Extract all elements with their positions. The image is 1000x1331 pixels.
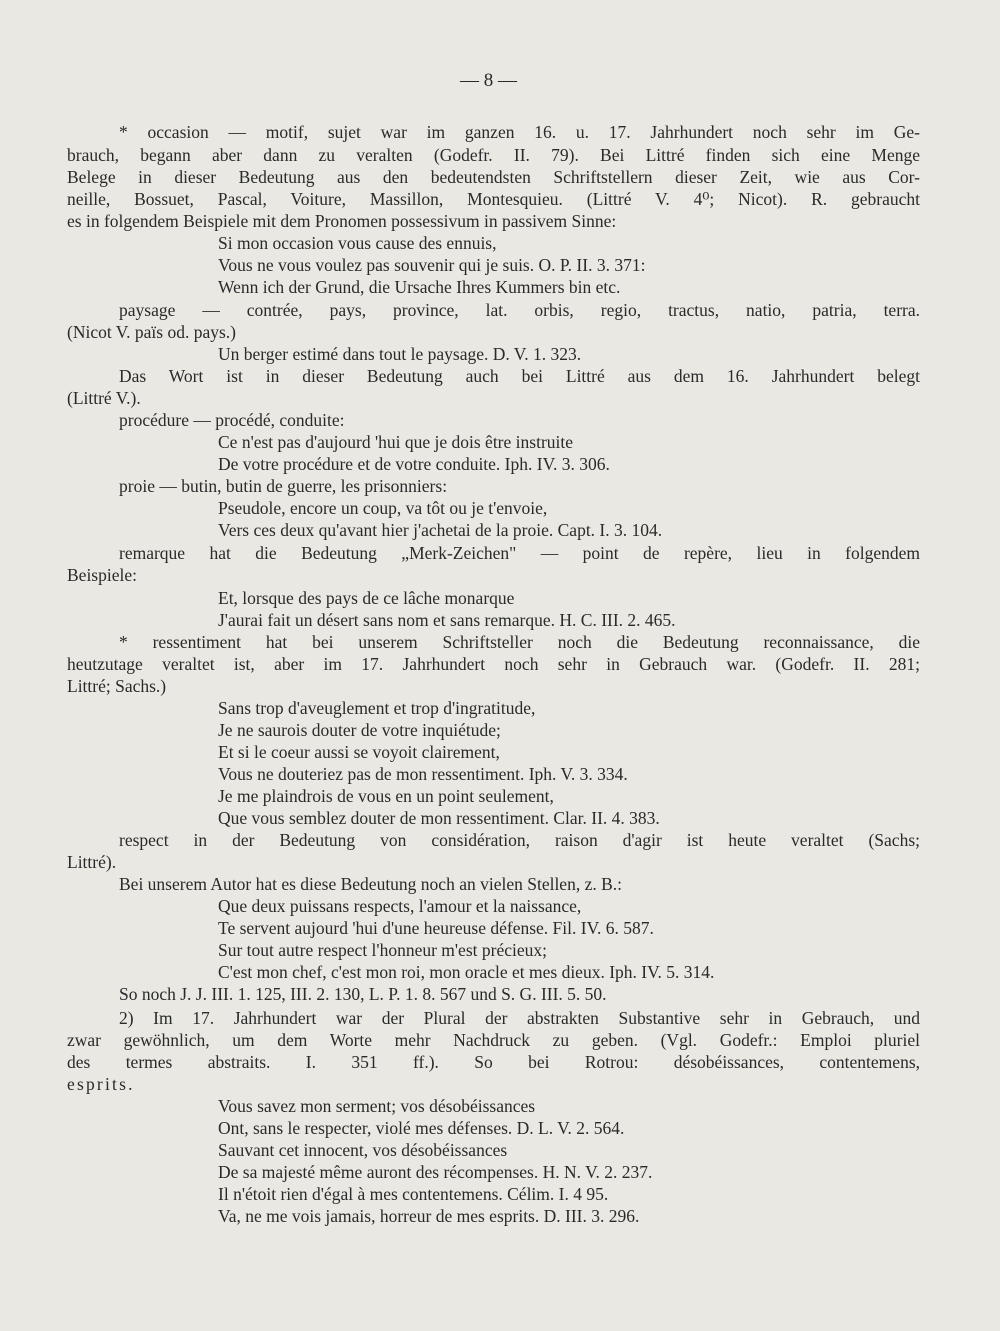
entry-respect-line: So noch J. J. III. 1. 125, III. 2. 130, L. P. 1. 8. 567 und S. G. III. 5. 50. [119, 984, 607, 1004]
quotation-verse: Je ne saurois douter de votre inquiétude; [218, 720, 501, 740]
quotation-verse: De votre procédure et de votre conduite. Iph. IV. 3. 306. [218, 454, 610, 474]
quotation-verse: Que vous semblez douter de mon ressentiment. Clar. II. 4. 383. [218, 808, 660, 828]
quotation-verse: Sauvant cet innocent, vos désobéissances [218, 1140, 508, 1160]
entry-procedure-line: procédure — procédé, conduite: [119, 410, 345, 430]
entry-ressentiment-line: * ressentiment hat bei unserem Schriftsteller noch die Bedeutung reconnaissance, die [119, 632, 920, 652]
paragraph-plural-line: 2) Im 17. Jahrhundert war der Plural der abstrakten Substantive sehr in Gebrauch, und [119, 1008, 920, 1028]
quotation-verse: Un berger estimé dans tout le paysage. D. V. 1. 323. [218, 344, 582, 364]
entry-occasion-line: brauch, begann aber dann zu veralten (Godefr. II. 79). Bei Littré finden sich eine Menge [67, 145, 920, 165]
quotation-verse: Va, ne me vois jamais, horreur de mes esprits. D. III. 3. 296. [218, 1206, 640, 1226]
quotation-verse: Si mon occasion vous cause des ennuis, [218, 233, 497, 253]
quotation-verse: Et, lorsque des pays de ce lâche monarque [218, 588, 515, 608]
entry-paysage-line: Das Wort ist in dieser Bedeutung auch bei Littré aus dem 16. Jahrhundert belegt [119, 366, 920, 386]
quotation-verse: Sans trop d'aveuglement et trop d'ingratitude, [218, 698, 536, 718]
entry-respect-line: Bei unserem Autor hat es diese Bedeutung noch an vielen Stellen, z. B.: [119, 874, 623, 894]
quotation-verse: Vous ne vous voulez pas souvenir qui je suis. O. P. II. 3. 371: [218, 255, 646, 275]
entry-ressentiment-line: Littré; Sachs.) [67, 676, 167, 696]
quotation-verse: Ce n'est pas d'aujourd 'hui que je dois être instruite [218, 432, 574, 452]
entry-occasion-line: Belege in dieser Bedeutung aus den bedeutendsten Schriftstellern dieser Zeit, wie aus Cor- [67, 167, 920, 187]
quotation-verse: Pseudole, encore un coup, va tôt ou je t'envoie, [218, 498, 548, 518]
quotation-verse: Vous savez mon serment; vos désobéissances [218, 1096, 536, 1116]
entry-ressentiment-line: heutzutage veraltet ist, aber im 17. Jahrhundert noch sehr in Gebrauch war. (Godefr. II. 281; [67, 654, 920, 674]
quotation-verse: C'est mon chef, c'est mon roi, mon oracle et mes dieux. Iph. IV. 5. 314. [218, 962, 715, 982]
page-number: — 8 — [460, 70, 517, 91]
paragraph-plural-line: zwar gewöhnlich, um dem Worte mehr Nachdruck zu geben. (Vgl. Godefr.: Emploi pluriel [67, 1030, 920, 1050]
quotation-verse: Vers ces deux qu'avant hier j'achetai de la proie. Capt. I. 3. 104. [218, 520, 663, 540]
quotation-verse: Il n'étoit rien d'égal à mes contentemens. Célim. I. 4 95. [218, 1184, 609, 1204]
quotation-verse: Et si le coeur aussi se voyoit clairement, [218, 742, 500, 762]
quotation-verse: Je me plaindrois de vous en un point seulement, [218, 786, 554, 806]
entry-paysage-line: (Nicot V. païs od. pays.) [67, 322, 236, 342]
quotation-verse: Sur tout autre respect l'honneur m'est précieux; [218, 940, 547, 960]
entry-paysage-line: paysage — contrée, pays, province, lat. orbis, regio, tractus, natio, patria, terra. [119, 300, 920, 320]
entry-occasion-line: * occasion — motif, sujet war im ganzen 16. u. 17. Jahrhundert noch sehr im Ge- [119, 122, 920, 142]
quotation-verse: Ont, sans le respecter, violé mes défenses. D. L. V. 2. 564. [218, 1118, 625, 1138]
quotation-verse: J'aurai fait un désert sans nom et sans remarque. H. C. III. 2. 465. [218, 610, 676, 630]
quotation-verse: Que deux puissans respects, l'amour et la naissance, [218, 896, 582, 916]
quotation-verse: Te servent aujourd 'hui d'une heureuse défense. Fil. IV. 6. 587. [218, 918, 654, 938]
paragraph-plural-line: esprits. [67, 1074, 135, 1094]
entry-remarque-line: remarque hat die Bedeutung „Merk-Zeichen" — point de repère, lieu in folgendem [119, 543, 920, 563]
entry-occasion-line: es in folgendem Beispiele mit dem Pronomen possessivum in passivem Sinne: [67, 211, 617, 231]
translation-line: Wenn ich der Grund, die Ursache Ihres Kummers bin etc. [218, 277, 621, 297]
paragraph-plural-line: des termes abstraits. I. 351 ff.). So bei Rotrou: désobéissances, contentemens, [67, 1052, 920, 1072]
entry-occasion-line: neille, Bossuet, Pascal, Voiture, Massillon, Montesquieu. (Littré V. 4⁰; Nicot). R. gebraucht [67, 189, 920, 209]
entry-proie-line: proie — butin, butin de guerre, les prisonniers: [119, 476, 448, 496]
entry-respect-line: Littré). [67, 852, 117, 872]
entry-paysage-line: (Littré V.). [67, 388, 141, 408]
entry-remarque-line: Beispiele: [67, 565, 137, 585]
entry-respect-line: respect in der Bedeutung von considération, raison d'agir ist heute veraltet (Sachs; [119, 830, 920, 850]
quotation-verse: Vous ne douteriez pas de mon ressentiment. Iph. V. 3. 334. [218, 764, 628, 784]
quotation-verse: De sa majesté même auront des récompenses. H. N. V. 2. 237. [218, 1162, 653, 1182]
